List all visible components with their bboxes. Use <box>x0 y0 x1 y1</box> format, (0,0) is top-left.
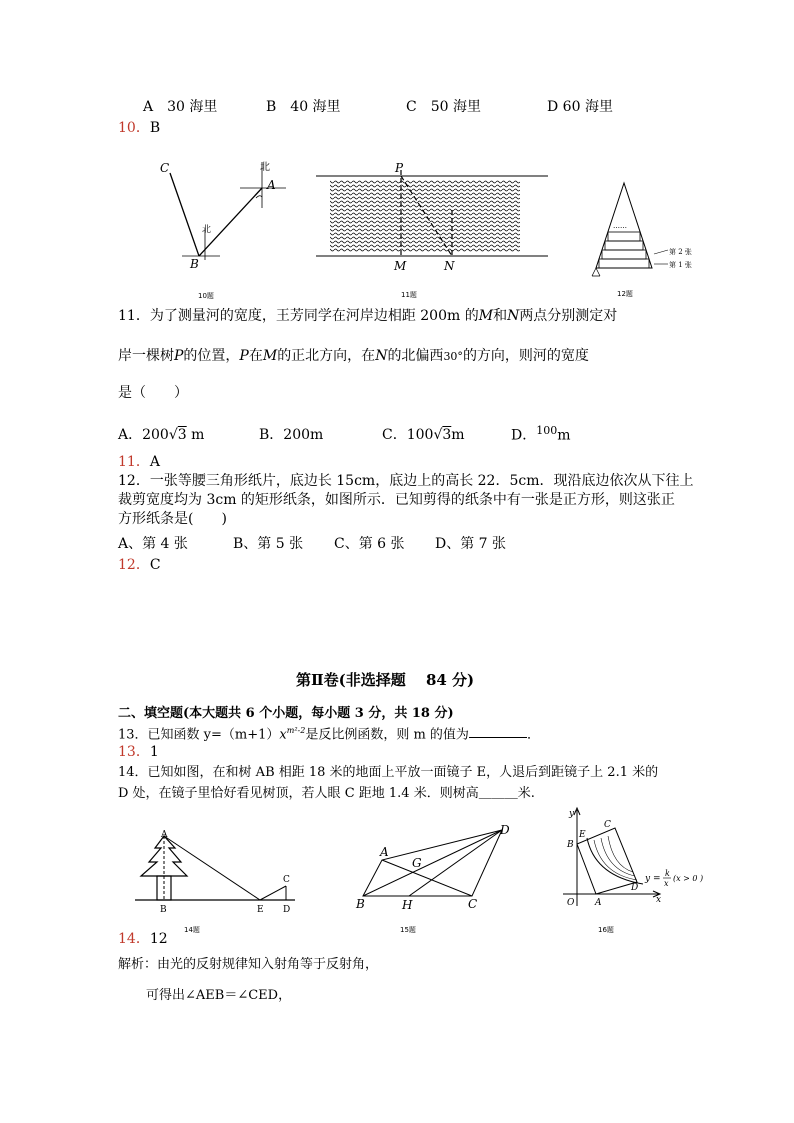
label-p: P <box>395 161 404 175</box>
label-e: E <box>257 905 264 915</box>
figure-10 <box>150 150 300 275</box>
q11-option-c: C．100√3m <box>382 427 465 443</box>
label-e: E <box>579 830 586 840</box>
label-a: A <box>161 830 168 840</box>
fig15-caption: 15题 <box>400 926 416 934</box>
label-d: D <box>631 883 639 893</box>
q11-option-d: D．$^{100}$m <box>511 424 571 444</box>
q12-option-b: B、第 5 张 <box>233 536 304 552</box>
label-b: B <box>160 905 167 915</box>
label-b: B <box>567 840 574 850</box>
analysis-line2: 可得出∠AEB＝∠CED， <box>146 988 292 1003</box>
fig10-caption: 10题 <box>198 292 214 300</box>
q11-option-b: B．200m <box>259 427 324 443</box>
figure-11 <box>316 160 551 275</box>
fig14-caption: 14题 <box>184 926 200 934</box>
dots: …… <box>613 222 627 230</box>
function-denominator: x <box>664 879 669 888</box>
axis-y-label: y <box>569 809 575 819</box>
figure-14 <box>135 828 300 918</box>
label-c: C <box>283 875 290 885</box>
q12-line1: 12．一张等腰三角形纸片，底边长 15cm，底边上的高长 22．5cm．现沿底边依次从下往上 <box>118 473 694 489</box>
q10-option-d: D 60 海里 <box>547 99 613 115</box>
label-o: O <box>567 898 575 908</box>
q12-option-c: C、第 6 张 <box>334 536 405 552</box>
q10-answer: 10．B <box>118 120 161 136</box>
function-numerator: k <box>665 869 670 878</box>
north-label-1: 北 <box>260 162 270 173</box>
q14-line2: D 处，在镜子里恰好看见树顶，若人眼 C 距地 1.4 米．则树高＿＿＿米. <box>118 786 535 801</box>
function-label: y = <box>645 874 661 884</box>
label-g: G <box>412 856 422 870</box>
q12-answer: 12．C <box>118 557 161 573</box>
label-n: N <box>444 259 455 273</box>
q11-line3: 是（ ） <box>118 385 188 401</box>
label-b: B <box>356 897 365 911</box>
label-a: A <box>380 845 389 859</box>
figure-16 <box>555 806 715 918</box>
label-a: A <box>267 178 276 192</box>
label-d: D <box>283 905 291 915</box>
q12-option-d: D、第 7 张 <box>435 536 507 552</box>
label-c: C <box>468 897 478 911</box>
q10-option-b: B 40 海里 <box>266 99 341 115</box>
q10-option-c: C 50 海里 <box>406 99 481 115</box>
q14-answer: 14．12 <box>118 931 168 947</box>
figure-12 <box>588 180 698 280</box>
part2-header: 二、填空题(本大题共 6 个小题，每小题 3 分，共 18 分) <box>118 706 454 721</box>
q11-answer: 11．A <box>118 454 160 470</box>
q10-option-a: A 30 海里 <box>143 99 218 115</box>
label-c: C <box>160 161 170 175</box>
fig16-caption: 16题 <box>598 926 614 934</box>
label-d: D <box>500 823 510 837</box>
function-condition: (x > 0 ) <box>673 874 704 883</box>
q12-option-a: A、第 4 张 <box>118 536 188 552</box>
q12-line3: 方形纸条是( ) <box>118 511 227 527</box>
label-a: A <box>595 898 602 908</box>
label-h: H <box>402 898 413 912</box>
figure-15 <box>352 822 522 914</box>
q13-question: 13．已知函数 $y=(m+1)x^{m^2-2}$是反比例函数，则 m 的值为 ． <box>118 726 540 743</box>
section-title: 第Ⅱ卷(非选择题 84 分) <box>296 671 475 689</box>
label-c: C <box>604 820 611 830</box>
analysis-line1: 解析：由光的反射规律知入射角等于反射角， <box>118 957 379 972</box>
fig12-caption: 12题 <box>617 290 633 298</box>
north-label-2: 北 <box>202 225 212 235</box>
q11-option-a: A．200√3 m <box>118 427 205 443</box>
q11-line2: 岸一棵树P的位置，P在M的正北方向，在N的北偏西30°的方向，则河的宽度 <box>118 348 589 364</box>
axis-x-label: x <box>656 895 662 905</box>
label-sheet-2: 第 2 张 <box>669 248 692 256</box>
label-sheet-1: 第 1 张 <box>669 261 692 269</box>
label-b: B <box>190 257 199 271</box>
q13-answer: 13．1 <box>118 744 159 760</box>
fig11-caption: 11题 <box>401 291 417 299</box>
q14-line1: 14．已知如图，在和树 AB 相距 18 米的地面上平放一面镜子 E，人退后到距镜子上 2.1 米的 <box>118 765 659 780</box>
label-m: M <box>394 259 407 273</box>
q11-line1: 11．为了测量河的宽度，王芳同学在河岸边相距 200m 的M和N两点分别测定对 <box>118 308 618 324</box>
q12-line2: 裁剪宽度均为 3cm 的矩形纸条，如图所示．已知剪得的纸条中有一张是正方形，则这张正 <box>118 492 675 508</box>
